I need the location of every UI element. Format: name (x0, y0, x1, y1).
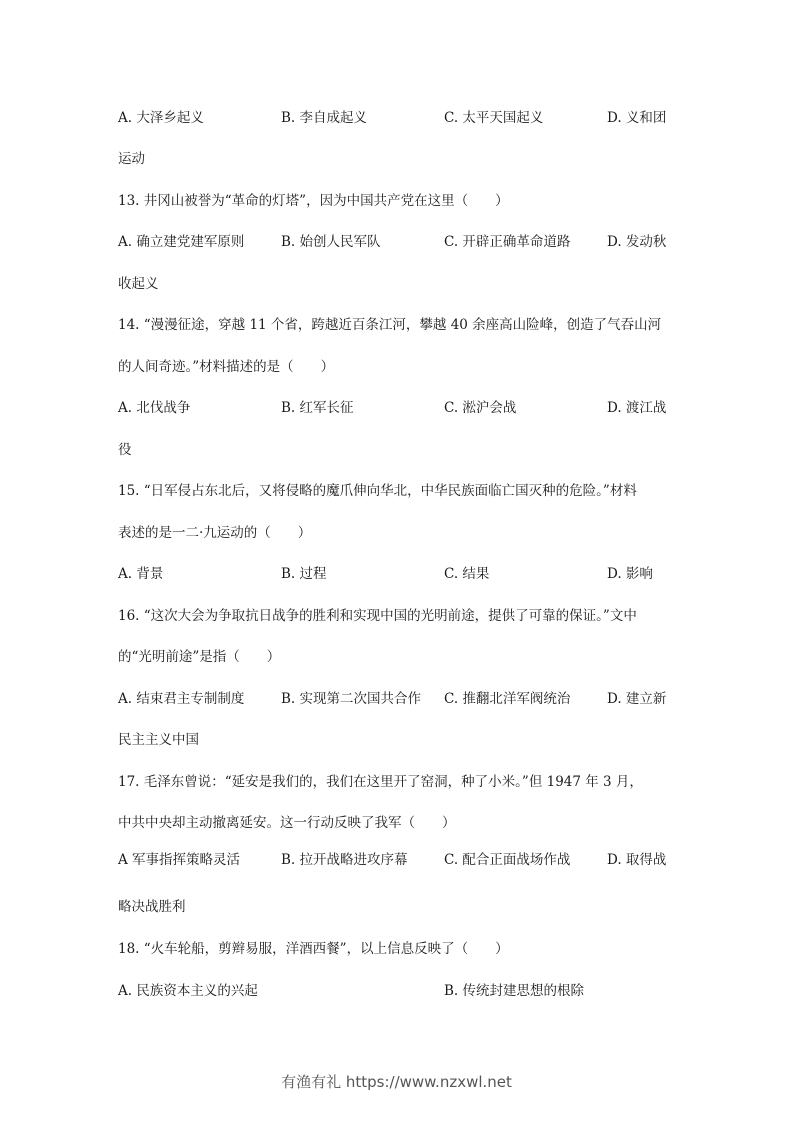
q15-option-c: C. 结果 (444, 566, 490, 582)
q16-option-c: C. 推翻北洋军阀统治 (444, 691, 571, 707)
q15-option-b: B. 过程 (281, 566, 327, 582)
footer-watermark: 有渔有礼 https://www.nzxwl.net (281, 1073, 512, 1091)
q17-option-b: B. 拉开战略进攻序幕 (281, 852, 408, 868)
q17-option-wrap: 略决战胜利 (118, 899, 186, 915)
q12-option-c: C. 太平天国起义 (444, 110, 544, 126)
q15-option-d: D. 影响 (607, 566, 653, 582)
q13-option-a: A. 确立建党建军原则 (118, 234, 245, 250)
q18-option-a: A. 民族资本主义的兴起 (118, 983, 258, 999)
q13-option-d: D. 发动秋 (607, 234, 667, 250)
q16-stem-line2: 的“光明前途”是指（ ） (118, 649, 281, 665)
q15-stem-line2: 表述的是一二·九运动的（ ） (118, 525, 312, 541)
q17-option-c: C. 配合正面战场作战 (444, 852, 571, 868)
q15-option-a: A. 背景 (118, 566, 164, 582)
q17-option-a: A 军事指挥策略灵活 (118, 852, 241, 868)
q18-option-b: B. 传统封建思想的根除 (444, 983, 585, 999)
q13-option-b: B. 始创人民军队 (281, 234, 381, 250)
q17-option-d: D. 取得战 (607, 852, 667, 868)
q14-option-a: A. 北伐战争 (118, 400, 191, 416)
q17-stem-line2: 中共中央却主动撤离延安。这一行动反映了我军（ ） (118, 815, 456, 831)
q18-stem: 18. “火车轮船，剪辫易服，洋酒西餐”，以上信息反映了（ ） (118, 941, 509, 957)
q15-stem-line1: 15. “日军侵占东北后，又将侵略的魔爪伸向华北，中华民族面临亡国灭种的危险。”材料 (118, 483, 637, 499)
q14-stem-line1: 14. “漫漫征途，穿越 11 个省，跨越近百条江河，攀越 40 余座高山险峰，创造了气吞山河 (118, 317, 662, 333)
q12-option-a: A. 大泽乡起义 (118, 110, 204, 126)
q16-option-wrap: 民主主义中国 (118, 732, 199, 748)
q12-option-d: D. 义和团 (607, 110, 667, 126)
q14-option-d: D. 渡江战 (607, 400, 667, 416)
q13-option-wrap: 收起义 (118, 276, 159, 292)
q14-option-wrap: 役 (118, 442, 132, 458)
q14-option-c: C. 淞沪会战 (444, 400, 517, 416)
q13-option-c: C. 开辟正确革命道路 (444, 234, 571, 250)
q16-option-a: A. 结束君主专制制度 (118, 691, 245, 707)
q14-option-b: B. 红军长征 (281, 400, 354, 416)
q16-option-d: D. 建立新 (607, 691, 667, 707)
q12-option-wrap: 运动 (118, 151, 145, 167)
q14-stem-line2: 的人间奇迹。”材料描述的是（ ） (118, 359, 335, 375)
q17-stem-line1: 17. 毛泽东曾说：“延安是我们的，我们在这里开了窑洞，种了小米。”但 1947 年 3 月， (118, 774, 643, 790)
q16-option-b: B. 实现第二次国共合作 (281, 691, 422, 707)
q12-option-b: B. 李自成起义 (281, 110, 368, 126)
q16-stem-line1: 16. “这次大会为争取抗日战争的胜利和实现中国的光明前途，提供了可靠的保证。”文中 (118, 608, 637, 624)
q13-stem: 13. 井冈山被誉为“革命的灯塔”，因为中国共产党在这里（ ） (118, 193, 509, 209)
